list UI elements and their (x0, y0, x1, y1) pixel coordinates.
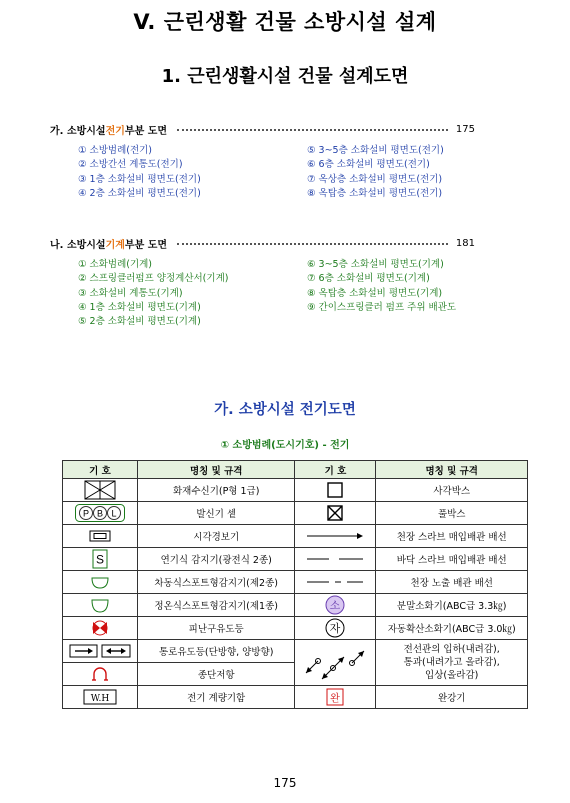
header-symbol: 기 호 (295, 461, 376, 479)
table-row (63, 502, 528, 525)
dashed-line-icon (307, 556, 363, 562)
header-symbol: 기 호 (63, 461, 138, 479)
fire-receiver-symbol (63, 479, 138, 502)
dash-dot-line-icon (307, 579, 363, 585)
pbl-set-icon (75, 504, 125, 522)
smoke-detector-symbol (63, 548, 138, 571)
end-resistor-icon (91, 666, 109, 682)
legend-name: 전기 계량기함 (137, 686, 295, 709)
powder-extinguisher-symbol (295, 594, 376, 617)
legend-name: 자동확산소화기(ABC급 3.0㎏) (376, 617, 528, 640)
pbl-letter: B (96, 508, 103, 519)
toc-item: ④ 2층 소화설비 평면도(전기) (78, 187, 201, 199)
toc-item: ⑧ 옥탑층 소화설비 평면도(전기) (307, 187, 443, 199)
legend-name: 전선관의 입하(내려감), 통과(내려가고 올라감), 입상(올라감) (376, 640, 528, 686)
toc-item: ⑧ 옥탑층 소화설비 평면도(기계) (307, 287, 443, 299)
toc-item: ① 소화범례(기계) (78, 259, 153, 270)
pbl-set-symbol (63, 502, 138, 525)
descender-icon (326, 688, 344, 706)
legend-table (62, 460, 528, 709)
table-row (63, 571, 528, 594)
ceiling-embedded-wiring-symbol (295, 525, 376, 548)
auto-extinguisher-icon (325, 618, 345, 638)
visual-alarm-icon (89, 530, 111, 542)
toc-list-electric-right (307, 144, 444, 201)
pull-box-icon (327, 505, 343, 521)
legend-name: 화재수신기(P형 1급) (137, 479, 295, 502)
header-name: 명칭 및 규격 (376, 461, 528, 479)
fixed-temp-detector-symbol (63, 594, 138, 617)
legend-name: 풀박스 (376, 502, 528, 525)
meter-box-icon (83, 689, 117, 705)
pull-box-symbol (295, 502, 376, 525)
table-row (63, 525, 528, 548)
passage-light-icon (69, 644, 131, 658)
table-row (63, 548, 528, 571)
smoke-detector-letter: S (95, 552, 104, 567)
toc-heading-prefix: 나. 소방시설 (50, 240, 106, 251)
legend-name: 연기식 감지기(광전식 2종) (137, 548, 295, 571)
conduit-symbol (295, 640, 376, 686)
toc-heading-mechanical (50, 236, 475, 251)
table-row (63, 594, 528, 617)
toc-item: ② 스프링클러펌프 양정계산서(기계) (78, 273, 229, 285)
smoke-detector-icon (92, 549, 108, 569)
toc-page-number: 175 (455, 124, 475, 135)
toc-item: ⑥ 3~5층 소화설비 평면도(기계) (307, 259, 444, 270)
legend-name: 종단저항 (137, 663, 295, 686)
toc-heading-suffix: 부분 도면 (124, 240, 168, 251)
toc-heading-highlight: 기계 (105, 240, 125, 251)
pbl-letter: P (82, 508, 89, 519)
toc-heading-highlight: 전기 (105, 126, 125, 137)
table-row (63, 617, 528, 640)
chapter-title: V. 근린생활 건물 소방시설 설계 (133, 10, 437, 34)
section-title: 1. 근린생활시설 건물 설계도면 (161, 66, 409, 87)
legend-name: 피난구유도등 (137, 617, 295, 640)
legend-name: 분말소화기(ABC급 3.3㎏) (376, 594, 528, 617)
toc-item: ⑤ 3~5층 소화설비 평면도(전기) (307, 145, 444, 156)
toc-leader-dots (177, 129, 448, 131)
toc-page-number: 181 (455, 238, 475, 249)
legend-name: 정온식스포트형감지기(제1종) (137, 594, 295, 617)
toc-list-electric-left (78, 144, 201, 201)
fire-receiver-icon (84, 480, 116, 500)
meter-box-label: W.H (90, 694, 110, 704)
meter-box-symbol (63, 686, 138, 709)
descender-symbol (295, 686, 376, 709)
pbl-letter: L (111, 508, 117, 519)
page-number: 175 (273, 776, 297, 790)
toc-item: ⑦ 6층 소화설비 평면도(기계) (307, 273, 430, 285)
legend-name: 통로유도등(단방향, 양방향) (137, 640, 295, 663)
legend-name: 천장 노출 배관 배선 (376, 571, 528, 594)
toc-heading-electric (50, 122, 475, 137)
rate-of-rise-detector-symbol (63, 571, 138, 594)
toc-list-mechanical-right (307, 258, 456, 315)
ceiling-exposed-wiring-symbol (295, 571, 376, 594)
toc-item: ⑤ 2층 소화설비 평면도(기계) (78, 316, 201, 328)
legend-name: 바닥 스라브 매입배관 배선 (376, 548, 528, 571)
descender-letter: 완 (330, 693, 341, 705)
legend-title: 가. 소방시설 전기도면 (214, 402, 356, 418)
floor-embedded-wiring-symbol (295, 548, 376, 571)
legend-name: 차동식스포트형감지기(제2종) (137, 571, 295, 594)
table-row (63, 686, 528, 709)
toc-item: ③ 1층 소화설비 평면도(전기) (78, 173, 201, 185)
legend-name: 발신기 셑 (137, 502, 295, 525)
legend-header-row (63, 461, 528, 479)
table-row (63, 479, 528, 502)
visual-alarm-symbol (63, 525, 138, 548)
toc-list-mechanical-left (78, 258, 228, 329)
toc-leader-dots (177, 243, 448, 245)
legend-subtitle: ① 소방범례(도시기호) - 전기 (220, 440, 350, 451)
toc-item: ⑨ 간이스프링클러 펌프 주위 배관도 (307, 301, 457, 313)
legend-name: 시각경보기 (137, 525, 295, 548)
toc-item: ② 소방간선 계통도(전기) (78, 159, 183, 171)
table-row (63, 640, 528, 663)
legend-name: 천장 스라브 매입배관 배선 (376, 525, 528, 548)
arrow-line-icon (307, 532, 363, 540)
legend-name: 완강기 (376, 686, 528, 709)
toc-item: ⑦ 옥상층 소화설비 평면도(전기) (307, 173, 443, 185)
powder-extinguisher-icon (325, 595, 345, 615)
toc-item: ⑥ 6층 소화설비 평면도(전기) (307, 159, 430, 171)
toc-item: ④ 1층 소화설비 평면도(기계) (78, 301, 201, 313)
conduit-riser-icon (304, 643, 366, 683)
toc-item: ③ 소화설비 계통도(기계) (78, 287, 183, 299)
toc-item: ① 소방범례(전기) (78, 145, 153, 156)
toc-heading-prefix: 가. 소방시설 (50, 126, 106, 137)
exit-light-icon (90, 620, 110, 636)
rate-of-rise-detector-icon (90, 575, 110, 589)
auto-extinguisher-symbol (295, 617, 376, 640)
fixed-temp-detector-icon (90, 597, 110, 613)
square-box-icon (327, 482, 343, 498)
end-resistor-symbol (63, 663, 138, 686)
auto-extinguisher-letter: 자 (330, 622, 341, 635)
legend-name: 사각박스 (376, 479, 528, 502)
header-name: 명칭 및 규격 (137, 461, 295, 479)
toc-heading-suffix: 부분 도면 (124, 126, 168, 137)
square-box-symbol (295, 479, 376, 502)
powder-extinguisher-letter: 소 (330, 599, 341, 612)
passage-light-symbol (63, 640, 138, 663)
exit-light-symbol (63, 617, 138, 640)
